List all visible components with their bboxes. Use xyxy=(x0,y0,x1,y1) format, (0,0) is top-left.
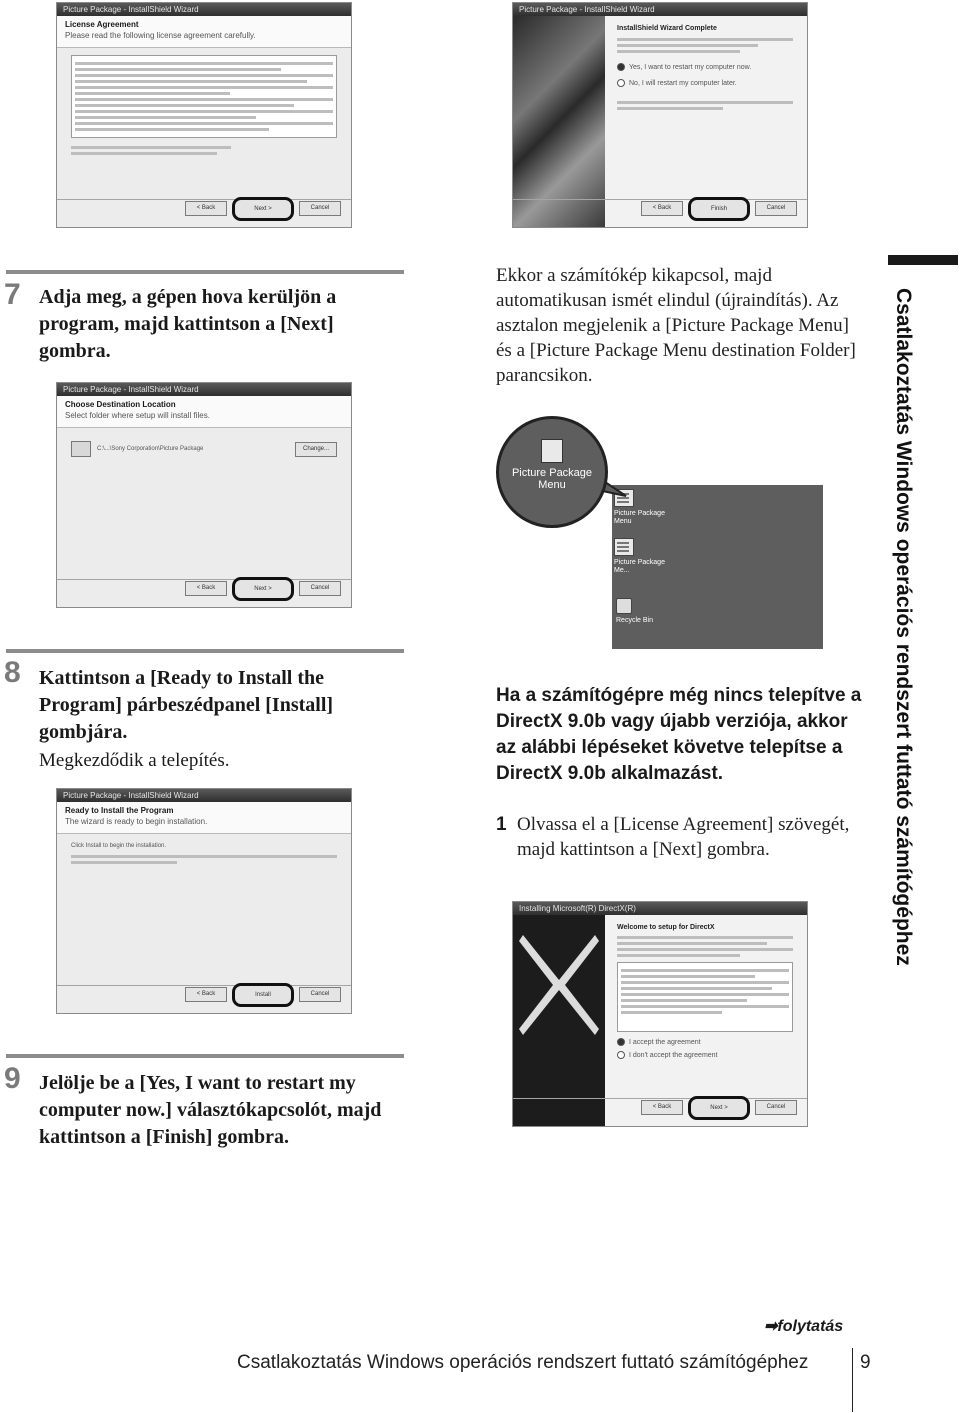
dialog-subheading: Select folder where setup will install files. xyxy=(65,411,210,420)
folder-icon xyxy=(71,441,91,457)
page-number: 9 xyxy=(860,1352,871,1373)
dialog-heading: InstallShield Wizard Complete xyxy=(617,25,717,32)
directx-setup-screenshot xyxy=(512,901,808,1127)
install-button[interactable]: Install xyxy=(232,983,294,1007)
desktop-icon-recycle-bin[interactable] xyxy=(616,598,682,625)
cancel-button[interactable]: Cancel xyxy=(755,1100,797,1115)
window-title: Picture Package - InstallShield Wizard xyxy=(513,3,807,16)
next-button[interactable]: Next > xyxy=(232,197,294,221)
license-text-box xyxy=(71,55,337,158)
wizard-side-graphic xyxy=(513,16,605,227)
ready-instruction: Click Install to begin the installation. xyxy=(71,843,167,849)
dialog-header xyxy=(57,396,351,428)
back-button[interactable]: < Back xyxy=(185,201,227,216)
callout-icon xyxy=(541,439,563,463)
license-text-box[interactable] xyxy=(617,962,793,1032)
section-tab-marker xyxy=(888,255,958,265)
desktop-icon-picture-package-folder[interactable] xyxy=(614,538,680,575)
cancel-button[interactable]: Cancel xyxy=(299,987,341,1002)
continued-label: folytatás xyxy=(777,1318,844,1335)
step-9-text: Jelölje be a [Yes, I want to restart my computer now.] választókapcsolót, majd kattintson a [Finish] gombra. xyxy=(39,1072,382,1148)
license-agreement-screenshot xyxy=(56,2,352,228)
step-8-number: 8 xyxy=(4,656,21,689)
window-title: Picture Package - InstallShield Wizard xyxy=(57,3,351,16)
cancel-button[interactable]: Cancel xyxy=(299,581,341,596)
restart-paragraph: Ekkor a számítókép kikapcsol, majd automatikusan ismét elindul (újraindítás). Az asztalon megjelenik a [Picture Package Menu] és a [Picture Package Menu destination Folder] parancsikon. xyxy=(496,265,856,386)
dialog-heading: License Agreement xyxy=(65,20,139,29)
step-7-number: 7 xyxy=(4,278,21,311)
window-title: Picture Package - InstallShield Wizard xyxy=(57,789,351,802)
finish-button[interactable]: Finish xyxy=(688,197,750,221)
window-title: Installing Microsoft(R) DirectX(R) xyxy=(513,902,807,915)
icon-label: Picture Package Menu xyxy=(614,510,665,525)
destination-screenshot xyxy=(56,382,352,608)
dialog-subheading: The wizard is ready to begin installation. xyxy=(65,817,208,826)
step-8-subtext: Megkezdődik a telepítés. xyxy=(39,750,230,771)
callout-label: Picture Package Menu xyxy=(511,467,593,491)
dialog-header xyxy=(57,802,351,834)
step-7-text: Adja meg, a gépen hova kerüljön a program, majd kattintson a [Next] gombra. xyxy=(39,286,337,362)
dx-step-1 xyxy=(496,812,856,862)
dx-step-1-text: Olvassa el a [License Agreement] szövegét, majd kattintson a [Next] gombra. xyxy=(517,814,850,860)
next-button[interactable]: Next > xyxy=(232,577,294,601)
window-title: Picture Package - InstallShield Wizard xyxy=(57,383,351,396)
back-button[interactable]: < Back xyxy=(641,1100,683,1115)
arrow-right-icon: ➡ xyxy=(764,1318,778,1335)
dialog-subheading: Please read the following license agreement carefully. xyxy=(65,31,256,40)
step-8-text: Kattintson a [Ready to Install the Program] párbeszédpanel [Install] gombjára. xyxy=(39,667,334,743)
step-9-number: 9 xyxy=(4,1062,21,1095)
radio-yes-label: Yes, I want to restart my computer now. xyxy=(629,63,752,71)
icon-label: Picture Package Me... xyxy=(614,559,665,574)
directx-heading: Ha a számítógépre még nincs telepítve a DirectX 9.0b vagy újabb verziója, akkor az alábbi lépéseket követve telepítse a DirectX 9.0b alkalmazást. xyxy=(496,685,862,784)
icon-label: Recycle Bin xyxy=(616,617,653,624)
ready-to-install-screenshot xyxy=(56,788,352,1014)
dialog-heading: Choose Destination Location xyxy=(65,400,176,409)
shortcut-icon xyxy=(614,538,634,556)
step-8-rule xyxy=(6,649,404,653)
back-button[interactable]: < Back xyxy=(185,581,227,596)
continued-indicator xyxy=(764,1316,843,1336)
dialog-header xyxy=(57,16,351,48)
radio-no-label: No, I will restart my computer later. xyxy=(629,79,737,87)
step-9-rule xyxy=(6,1054,404,1058)
footer-section-title: Csatlakoztatás Windows operációs rendszert futtató számítógéphez xyxy=(237,1352,809,1373)
zoom-callout xyxy=(496,416,608,528)
radio-yes[interactable] xyxy=(617,63,625,71)
cancel-button[interactable]: Cancel xyxy=(755,201,797,216)
change-button[interactable]: Change... xyxy=(295,442,337,457)
wizard-complete-screenshot xyxy=(512,2,808,228)
radio-accept[interactable] xyxy=(617,1038,625,1046)
radio-no[interactable] xyxy=(617,79,625,87)
dialog-heading: Ready to Install the Program xyxy=(65,806,174,815)
section-sidebar-title: Csatlakoztatás Windows operációs rendszert futtató számítógéphez xyxy=(892,288,915,966)
back-button[interactable]: < Back xyxy=(641,201,683,216)
dx-step-1-number: 1 xyxy=(496,814,507,835)
radio-decline[interactable] xyxy=(617,1051,625,1059)
next-button[interactable]: Next > xyxy=(688,1096,750,1120)
radio-decline-label: I don't accept the agreement xyxy=(629,1051,718,1059)
destination-path: C:\...\Sony Corporation\Picture Package xyxy=(97,446,204,452)
radio-accept-label: I accept the agreement xyxy=(629,1038,701,1046)
footer-divider xyxy=(852,1348,853,1412)
dialog-heading: Welcome to setup for DirectX xyxy=(617,924,715,931)
cancel-button[interactable]: Cancel xyxy=(299,201,341,216)
desktop-illustration xyxy=(612,485,823,649)
back-button[interactable]: < Back xyxy=(185,987,227,1002)
step-7-rule xyxy=(6,270,404,274)
directx-logo-graphic xyxy=(513,915,605,1126)
recycle-bin-icon xyxy=(616,598,632,614)
